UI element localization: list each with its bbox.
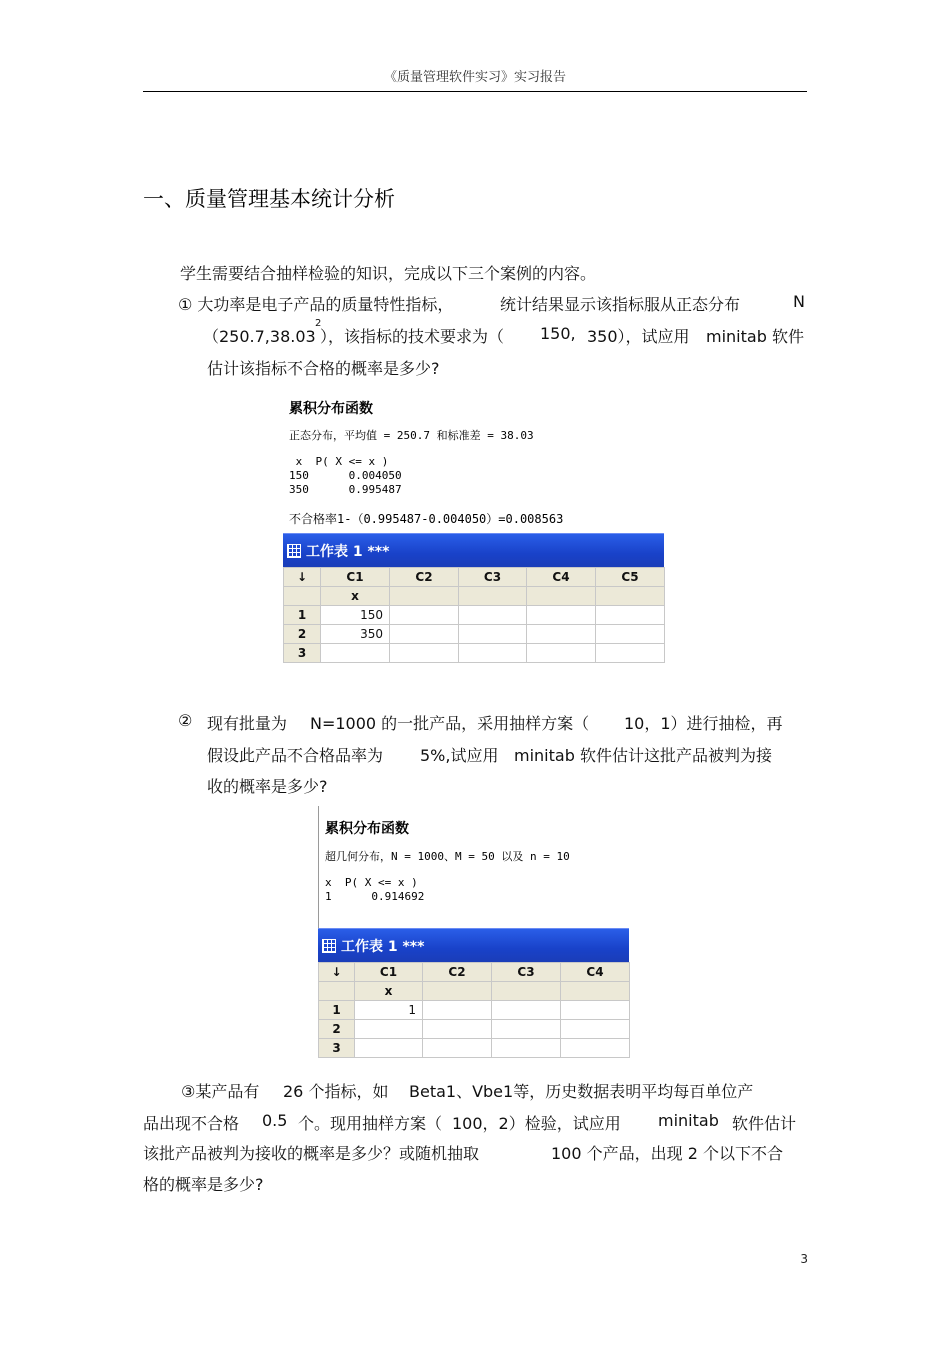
table-row [284, 644, 665, 663]
cell[interactable] [321, 644, 390, 663]
cell[interactable]: 1 [355, 1001, 423, 1020]
output2-title: 累积分布函数 [325, 821, 409, 837]
column-name-c1[interactable]: x [355, 982, 423, 1001]
case2-line2b: 5%,试应用 [420, 746, 499, 765]
data-direction-arrow[interactable]: ↓ [284, 568, 321, 587]
cell[interactable] [355, 1039, 423, 1058]
cell[interactable] [390, 625, 459, 644]
case1-line3: 估计该指标不合格的概率是多少? [207, 359, 440, 378]
cell[interactable] [527, 644, 596, 663]
case3-line2e: minitab [658, 1111, 719, 1130]
case1-line2a: （250.7,38.03 [203, 327, 316, 346]
case3-line3b: 100 个产品，出现 2 个以下不合 [551, 1144, 783, 1163]
column-name-c2[interactable] [390, 587, 459, 606]
output2-distribution: 超几何分布，N = 1000、M = 50 以及 n = 10 [325, 850, 570, 863]
case1-line2c: 150, [540, 324, 576, 343]
case3-line2c: 个。现用抽样方案（ [298, 1114, 443, 1133]
cell[interactable] [423, 1039, 492, 1058]
cell[interactable] [459, 625, 527, 644]
column-header-c5[interactable]: C5 [596, 568, 665, 587]
row-header[interactable]: 2 [319, 1020, 355, 1039]
case2-line3: 收的概率是多少? [207, 777, 328, 796]
case3-line2f: 软件估计 [732, 1114, 797, 1133]
data-direction-arrow[interactable]: ↓ [319, 963, 355, 982]
case3-line4: 格的概率是多少? [143, 1175, 264, 1194]
worksheet2-window [318, 928, 629, 1058]
case1-line2b: ），该指标的技术要求为（ [320, 327, 505, 346]
case2-line1c: N=1000 的一批产品，采用抽样方案（ [310, 714, 590, 733]
column-name-c1[interactable]: x [321, 587, 390, 606]
row-header[interactable]: 2 [284, 625, 321, 644]
case1-line1a: ① 大功率是电子产品的质量特性指标， [178, 295, 454, 314]
page-number: 3 [800, 1252, 808, 1266]
cell[interactable]: 350 [321, 625, 390, 644]
output1-row-150: 150 0.004050 [289, 469, 402, 482]
section-title: 一、质量管理基本统计分析 [143, 187, 395, 211]
worksheet1-column-headers [284, 568, 665, 587]
case2-line1a: ② [178, 711, 193, 730]
column-name-c3[interactable] [459, 587, 527, 606]
case1-line2e: minitab 软件 [706, 327, 804, 346]
worksheet1-titlebar[interactable] [283, 533, 664, 567]
worksheet1-window [283, 533, 664, 663]
case3-line2a: 品出现不合格 [143, 1114, 240, 1133]
table-row [319, 1020, 630, 1039]
cell[interactable] [561, 1001, 630, 1020]
column-name-c5[interactable] [596, 587, 665, 606]
table-row [319, 1039, 630, 1058]
cell[interactable] [390, 644, 459, 663]
table-row [284, 606, 665, 625]
worksheet-grid-icon [287, 544, 301, 558]
worksheet1-name-row [284, 587, 665, 606]
cell[interactable] [423, 1001, 492, 1020]
column-header-c1[interactable]: C1 [321, 568, 390, 587]
worksheet-grid-icon [322, 939, 336, 953]
case2-line1d: 10，1）进行抽检，再 [624, 714, 783, 733]
cell[interactable]: 150 [321, 606, 390, 625]
worksheet2-titlebar[interactable] [318, 928, 629, 962]
cell[interactable] [596, 644, 665, 663]
row-header[interactable]: 1 [284, 606, 321, 625]
cell[interactable] [492, 1020, 561, 1039]
output1-title: 累积分布函数 [289, 401, 373, 417]
case3-line3a: 该批产品被判为接收的概率是多少？或随机抽取 [143, 1144, 480, 1163]
column-header-c1[interactable]: C1 [355, 963, 423, 982]
output1-row-350: 350 0.995487 [289, 483, 402, 496]
output2-row-1: 1 0.914692 [325, 890, 425, 903]
output1-column-header: x P( X <= x ) [289, 455, 389, 468]
row-header[interactable]: 1 [319, 1001, 355, 1020]
cell[interactable] [390, 606, 459, 625]
header-rule [143, 91, 807, 92]
name-row-corner [284, 587, 321, 606]
column-name-c3[interactable] [492, 982, 561, 1001]
worksheet1-grid [283, 567, 665, 663]
case1-line2d: 350），试应用 [587, 327, 690, 346]
column-header-c2[interactable]: C2 [390, 568, 459, 587]
case1-line1b: 统计结果显示该指标服从正态分布 [500, 295, 741, 314]
cell[interactable] [355, 1020, 423, 1039]
worksheet1-title: 工作表 1 *** [306, 543, 390, 560]
case3-line1a: ③某产品有 [181, 1082, 260, 1101]
name-row-corner [319, 982, 355, 1001]
case3-line2b: 0.5 [262, 1111, 288, 1130]
cell[interactable] [492, 1001, 561, 1020]
case3-line2d: 100，2）检验，试应用 [452, 1114, 621, 1133]
cell[interactable] [459, 606, 527, 625]
case3-line1c: Beta1、Vbe1等，历史数据表明平均每百单位产 [409, 1082, 754, 1101]
case2-line1b: 现有批量为 [207, 714, 288, 733]
column-name-c2[interactable] [423, 982, 492, 1001]
column-header-c4[interactable]: C4 [527, 568, 596, 587]
cell[interactable] [527, 625, 596, 644]
intro-paragraph: 学生需要结合抽样检验的知识，完成以下三个案例的内容。 [180, 264, 597, 283]
column-header-c4[interactable]: C4 [561, 963, 630, 982]
cell[interactable] [459, 644, 527, 663]
row-header[interactable]: 3 [284, 644, 321, 663]
table-row [284, 625, 665, 644]
cell[interactable] [423, 1020, 492, 1039]
case1-superscript: 2 [315, 318, 322, 329]
cell[interactable] [596, 606, 665, 625]
column-name-c4[interactable] [561, 982, 630, 1001]
cell[interactable] [596, 625, 665, 644]
column-header-c3[interactable]: C3 [492, 963, 561, 982]
cell[interactable] [561, 1020, 630, 1039]
case3-line1b: 26 个指标，如 [283, 1082, 389, 1101]
worksheet2-name-row [319, 982, 630, 1001]
case1-line1c: N [793, 292, 805, 311]
output1-distribution: 正态分布，平均值 = 250.7 和标准差 = 38.03 [289, 429, 534, 442]
worksheet2-column-headers [319, 963, 630, 982]
table-row [319, 1001, 630, 1020]
column-header-c3[interactable]: C3 [459, 568, 527, 587]
cell[interactable] [527, 606, 596, 625]
column-name-c4[interactable] [527, 587, 596, 606]
report-header-title: 《质量管理软件实习》实习报告 [383, 70, 566, 85]
output2-column-header: x P( X <= x ) [325, 876, 418, 889]
case2-line2a: 假设此产品不合格品率为 [207, 746, 384, 765]
worksheet2-title: 工作表 1 *** [341, 938, 425, 955]
output1-result: 不合格率1-（0.995487-0.004050）=0.008563 [289, 512, 564, 526]
cell[interactable] [492, 1039, 561, 1058]
column-header-c2[interactable]: C2 [423, 963, 492, 982]
worksheet2-grid [318, 962, 630, 1058]
cell[interactable] [561, 1039, 630, 1058]
case2-line2c: minitab 软件估计这批产品被判为接 [514, 746, 772, 765]
row-header[interactable]: 3 [319, 1039, 355, 1058]
